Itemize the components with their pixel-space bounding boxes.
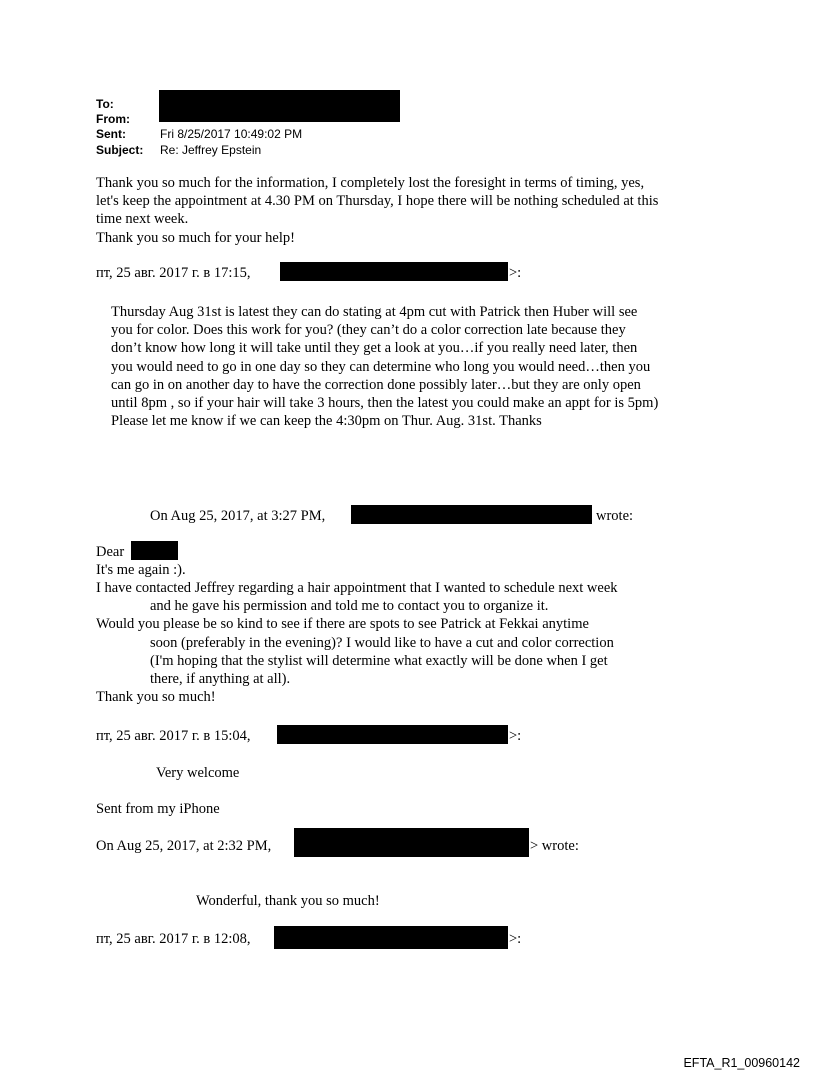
- sent-label: Sent:: [96, 127, 126, 141]
- message-line: I have contacted Jeffrey regarding a hair appointment that I wanted to schedule next week: [96, 580, 618, 596]
- quote-header-3: пт, 25 авг. 2017 г. в 15:04,: [96, 728, 251, 744]
- quote-header-1: пт, 25 авг. 2017 г. в 17:15,: [96, 265, 251, 281]
- message-line: you would need to go in one day so they can determine who long you would need…then you: [111, 358, 651, 375]
- greeting: Dear: [96, 544, 125, 560]
- message-line: It's me again :).: [96, 562, 186, 578]
- to-label: To:: [96, 97, 114, 111]
- quote-header-4-suffix: > wrote:: [530, 838, 579, 854]
- redaction-quote-3: [277, 725, 508, 744]
- redaction-quote-4: [294, 828, 529, 857]
- quote-header-5-suffix: >:: [509, 931, 522, 947]
- subject-label: Subject:: [96, 143, 144, 157]
- redaction-quote-1: [280, 262, 508, 281]
- reply-line: Thank you so much for the information, I completely lost the foresight in terms of timing, yes,: [96, 175, 645, 191]
- bates-number: EFTA_R1_00960142: [683, 1056, 800, 1070]
- reply-line: Thank you so much for your help!: [96, 229, 295, 246]
- reply-line: let's keep the appointment at 4.30 PM on Thursday, I hope there will be nothing scheduled at this: [96, 193, 659, 210]
- quote-header-3-suffix: >:: [509, 728, 522, 744]
- message-line: Would you please be so kind to see if there are spots to see Patrick at Fekkai anytime: [96, 616, 589, 632]
- sent-value: Fri 8/25/2017 10:49:02 PM: [160, 127, 303, 141]
- message-line: there, if anything at all).: [150, 671, 291, 687]
- quote-header-2-suffix: wrote:: [596, 508, 634, 524]
- signature: Sent from my iPhone: [96, 801, 220, 817]
- message-line: don’t know how long it will take until they get a look at you…if you really need later, then: [111, 340, 638, 357]
- redaction-quote-2: [351, 505, 592, 524]
- wonderful-text: Wonderful, thank you so much!: [196, 893, 380, 909]
- message-line: and he gave his permission and told me to contact you to organize it.: [150, 598, 549, 614]
- quote-header-5: пт, 25 авг. 2017 г. в 12:08,: [96, 931, 251, 947]
- from-label: From:: [96, 112, 130, 126]
- message-line: can go in on another day to have the correction done possibly later…but they are only open: [111, 376, 641, 393]
- message-line: Thursday Aug 31st is latest they can do stating at 4pm cut with Patrick then Huber will see: [111, 304, 638, 320]
- message-line: you for color. Does this work for you? (they can’t do a color correction late because they: [111, 322, 626, 339]
- quote-header-4: On Aug 25, 2017, at 2:32 PM,: [96, 838, 272, 854]
- message-line: Thank you so much!: [96, 689, 216, 705]
- quote-header-2: On Aug 25, 2017, at 3:27 PM,: [150, 508, 326, 524]
- reply-top: [96, 174, 658, 247]
- indented-message: [111, 303, 658, 430]
- quote-header-1-suffix: >:: [509, 265, 522, 281]
- redaction-name: [131, 541, 178, 560]
- message-line: until 8pm , so if your hair will take 3 hours, then the latest you could make an appt for is 5pm): [111, 395, 659, 412]
- message-line: soon (preferably in the evening)? I would like to have a cut and color correction: [150, 635, 614, 651]
- message-line: Please let me know if we can keep the 4:30pm on Thur. Aug. 31st. Thanks: [111, 413, 542, 430]
- message-line: (I'm hoping that the stylist will determine what exactly will be done when I get: [150, 653, 608, 669]
- welcome-text: Very welcome: [156, 765, 240, 781]
- reply-line: time next week.: [96, 211, 189, 228]
- subject-value: Re: Jeffrey Epstein: [160, 143, 262, 157]
- redaction-to-from: [159, 90, 400, 122]
- redaction-quote-5: [274, 926, 508, 949]
